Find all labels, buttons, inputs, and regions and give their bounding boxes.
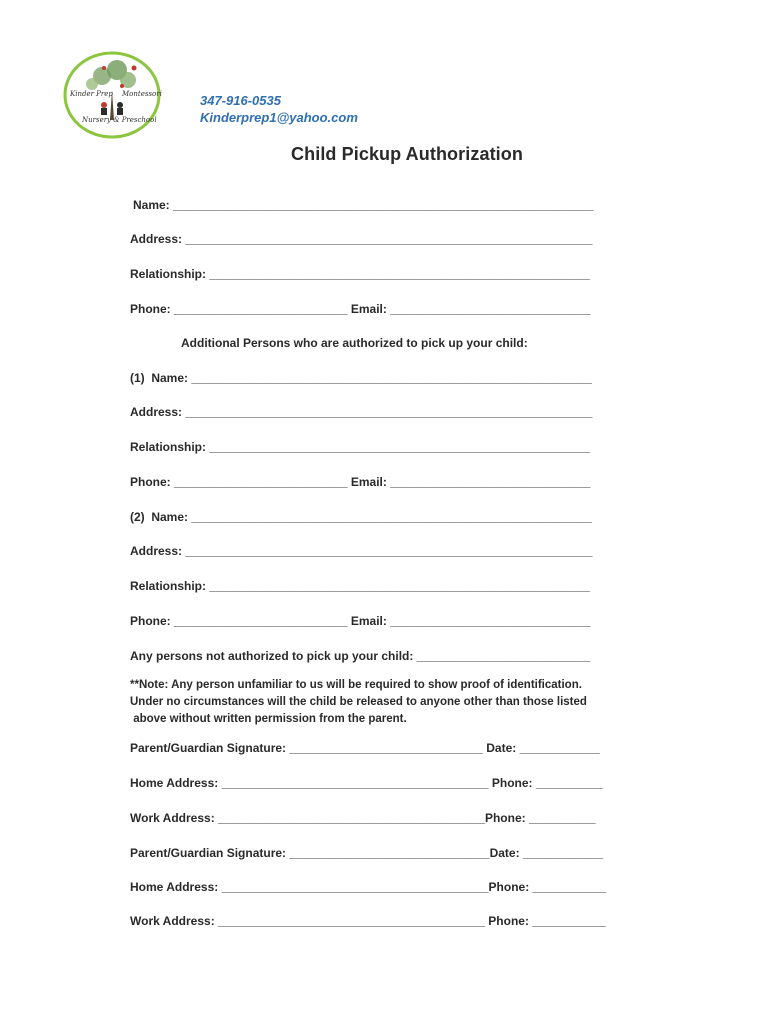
guardian1-home-address-field[interactable]: Home Address: ________________________________________ Phone: __________ (130, 776, 603, 790)
person2-address-field[interactable]: Address: _____________________________________________________________ (130, 544, 593, 558)
note-line: **Note: Any person unfamiliar to us will be required to show proof of identification. (130, 679, 582, 691)
note-line: Under no circumstances will the child be released to anyone other than those listed (130, 696, 587, 708)
identification-note (130, 677, 587, 728)
note-line: above without written permission from the parent. (130, 713, 407, 725)
contact-block (200, 92, 358, 126)
phone-email-field[interactable]: Phone: __________________________ Email: ______________________________ (130, 302, 591, 316)
name-field[interactable]: Name: _______________________________________________________________ (133, 198, 594, 212)
person1-phone-email-field[interactable]: Phone: __________________________ Email: ______________________________ (130, 475, 591, 489)
svg-text:Montessori: Montessori (122, 90, 162, 98)
guardian2-home-address-field[interactable]: Home Address: ________________________________________Phone: ___________ (130, 880, 606, 894)
guardian2-signature-field[interactable]: Parent/Guardian Signature: ______________________________Date: ____________ (130, 846, 604, 860)
address-field[interactable]: Address: _____________________________________________________________ (130, 232, 593, 246)
email-address: Kinderprep1@yahoo.com (200, 110, 358, 125)
person1-address-field[interactable]: Address: _____________________________________________________________ (130, 405, 593, 419)
form-title: Child Pickup Authorization (291, 144, 523, 164)
phone-number: 347-916-0535 (200, 93, 281, 108)
svg-text:Kinder Prep: Kinder Prep (70, 90, 113, 98)
svg-text:Nursery & Preschool: Nursery & Preschool (82, 116, 157, 124)
person1-name-field[interactable]: (1) Name: ____________________________________________________________ (130, 371, 592, 385)
not-authorized-field[interactable]: Any persons not authorized to pick up your child: __________________________ (130, 649, 591, 663)
person1-relationship-field[interactable]: Relationship: _________________________________________________________ (130, 440, 590, 454)
additional-persons-heading: Additional Persons who are authorized to pick up your child: (181, 336, 528, 350)
person2-relationship-field[interactable]: Relationship: _________________________________________________________ (130, 579, 590, 593)
guardian1-signature-field[interactable]: Parent/Guardian Signature: _____________________________ Date: ____________ (130, 741, 600, 755)
person2-phone-email-field[interactable]: Phone: __________________________ Email: ______________________________ (130, 614, 591, 628)
relationship-field[interactable]: Relationship: _________________________________________________________ (130, 267, 590, 281)
guardian1-work-address-field[interactable]: Work Address: ________________________________________Phone: __________ (130, 811, 596, 825)
guardian2-work-address-field[interactable]: Work Address: ________________________________________ Phone: ___________ (130, 914, 606, 928)
person2-name-field[interactable]: (2) Name: ____________________________________________________________ (130, 510, 592, 524)
school-logo (62, 50, 162, 140)
